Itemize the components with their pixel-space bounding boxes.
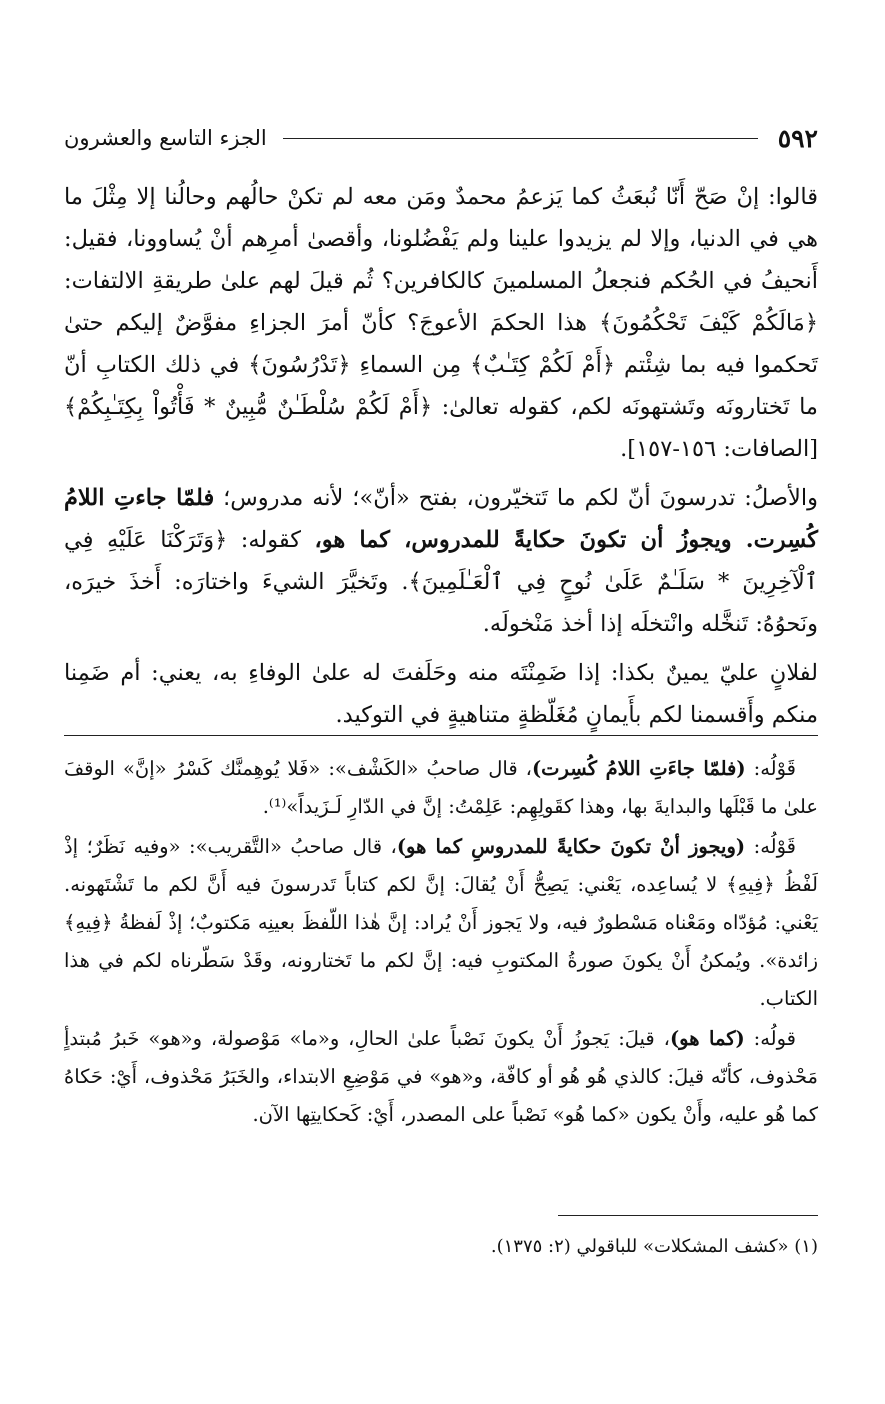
c3-quote: (كما هو) <box>669 1027 745 1050</box>
main-text <box>64 176 818 743</box>
c1-body: ، قال صاحبُ «الكَشْف»: «فَلا يُوهِمنَّك كَسْرُ «إنَّ» الوقفَ علىٰ ما قَبْلَها والبدايةَ بها، وهذا كقَولِهِم: عَلِمْتُ: إنَّ في الدّارِ لَـزَيداً»⁽¹⁾. <box>64 757 818 818</box>
c1-lead: قَوْلُه: <box>745 757 796 780</box>
p2-bold-phrase: فلمّا جاءتِ اللامُ كُسِرت. ويجوزُ أن تكونَ حكايةً للمدروس، كما هو، <box>64 485 818 553</box>
c2-quote: (ويجوز أنْ تكونَ حكايةً للمدروسِ كما هو) <box>396 835 746 858</box>
running-title: الجزء التاسع والعشرون <box>64 126 267 150</box>
commentary-paragraph-1 <box>64 750 818 826</box>
c2-lead: قَوْلُه: <box>745 835 796 858</box>
header-rule <box>283 138 758 139</box>
main-paragraph-3: لفلانٍ عليّ يمينٌ بكذا: إذا ضَمِنْتَه منه وحَلَفتَ له علىٰ الوفاءِ به، يعني: أم ضَمِنا منكم وأَقسمنا لكم بأَيمانٍ مُغَلّظةٍ متناهيةٍ في التوكيد. <box>64 660 818 728</box>
page-number: ٥٩٢ <box>777 123 818 153</box>
footnote: (١) «كشف المشكلات» للباقولي (٢: ١٣٧٥). <box>490 1236 818 1257</box>
p2-part-a: والأصلُ: تدرسونَ أنّ لكم ما تَتخيّرون، بفتح «أنّ»؛ لأنه مدروس؛ <box>214 485 818 511</box>
commentary-paragraph-3 <box>64 1020 818 1134</box>
c3-body: ، قيلَ: يَجوزُ أَنْ يكونَ نَصْباً علىٰ الحالِ، و«ما» مَوْصولة، و«هو» خَبرُ مُبتدأٍ مَحْذوف، كأنّه قيلَ: كالذي هُو هُو أو كافّة، و«هو» في مَوْضِعِ الابتداء، والخَبَرُ مَحْذوف، أَيْ: حَكاهُ كما هُو عليه، وأَنْ يكون «كما هُو» نَصْباً على المصدر، أَيْ: كَحكايتِها الآن. <box>64 1027 818 1126</box>
commentary-separator <box>64 735 818 736</box>
main-paragraph-1: قالوا: إنْ صَحّ أَنّا نُبعَثُ كما يَزعمُ محمدٌ ومَن معه لم تكنْ حالُهم وحالُنا إلا مِثْلَ ما هي في الدنيا، وإلا لم يزيدوا علينا ولم يَفْضُلونا، وأقصىٰ أمرِهم أنْ يُساوونا، فقيل: أَنحيفُ في الحُكم فنجعلُ المسلمينَ كالكافرين؟ ثُم قيلَ لهم علىٰ طريقةِ الالتفات: ﴿مَالَكُمْ كَيْفَ تَحْكُمُونَ﴾ هذا الحكمَ الأعوجَ؟ كأنّ أمرَ الجزاءِ مفوَّضٌ إليكم حتىٰ تَحكموا فيه بما شِئْتم ﴿أَمْ لَكُمْ كِتَـٰبٌ﴾ مِن السماءِ ﴿تَدْرُسُونَ﴾ في ذلك الكتابِ أنّ ما تَختارونَه وتَشتهونَه لكم، كقوله تعالىٰ: ﴿أَمْ لَكُمْ سُلْطَـٰنٌ مُّبِينٌ * فَأْتُواْ بِكِتَـٰبِكُمْ﴾ [الصافات: ١٥٦-١٥٧]. <box>64 184 818 462</box>
c3-lead: قولُه: <box>744 1027 796 1050</box>
commentary-paragraph-2 <box>64 828 818 1018</box>
footnote-separator <box>558 1215 818 1216</box>
c2-body: ، قال صاحبُ «التَّقريب»: «وفيه نَظَرٌ؛ إذْ لَفْظُ ﴿فِيهِ﴾ لا يُساعِده، يَعْني: يَصِحُّ أَنْ يُقالَ: إنَّ لكم كتاباً تَدرسونَ فيه أَنَّ لكم ما تَشْتَهونه. يَعْني: مُؤدّاه ومَعْناه مَسْطورٌ فيه، ولا يَجوز أَنْ يُراد: إنَّ هٰذا اللّفظَ بعينِه مَكتوبٌ؛ إذْ لَفظةُ ﴿فِيهِ﴾ زائدة». ويُمكنُ أَنْ يكونَ صورةُ المكتوبِ فيه: إنَّ لكم ما تَختارونه، وقَدْ سَطّرناه لكم في هذا الكتاب. <box>64 835 818 1010</box>
main-paragraph-2 <box>64 477 818 645</box>
commentary <box>64 750 818 1136</box>
page-header <box>64 118 818 158</box>
c1-quote: (فلمّا جاءَتِ اللامُ كُسِرت) <box>531 757 746 780</box>
p2-part-c: كقوله: ﴿وَتَرَكْنَا عَلَيْهِ فِي ٱلْآخِرِينَ * سَلَـٰمٌ عَلَىٰ نُوحٍ فِي ٱلْعَـٰلَمِينَ﴾. وتَخيَّرَ الشيءَ واختارَه: أَخذَ خيرَه، ونَحوُهُ: تَنخَّله وانْتخلَه إذا أخذ مَنْخولَه. <box>64 527 818 637</box>
